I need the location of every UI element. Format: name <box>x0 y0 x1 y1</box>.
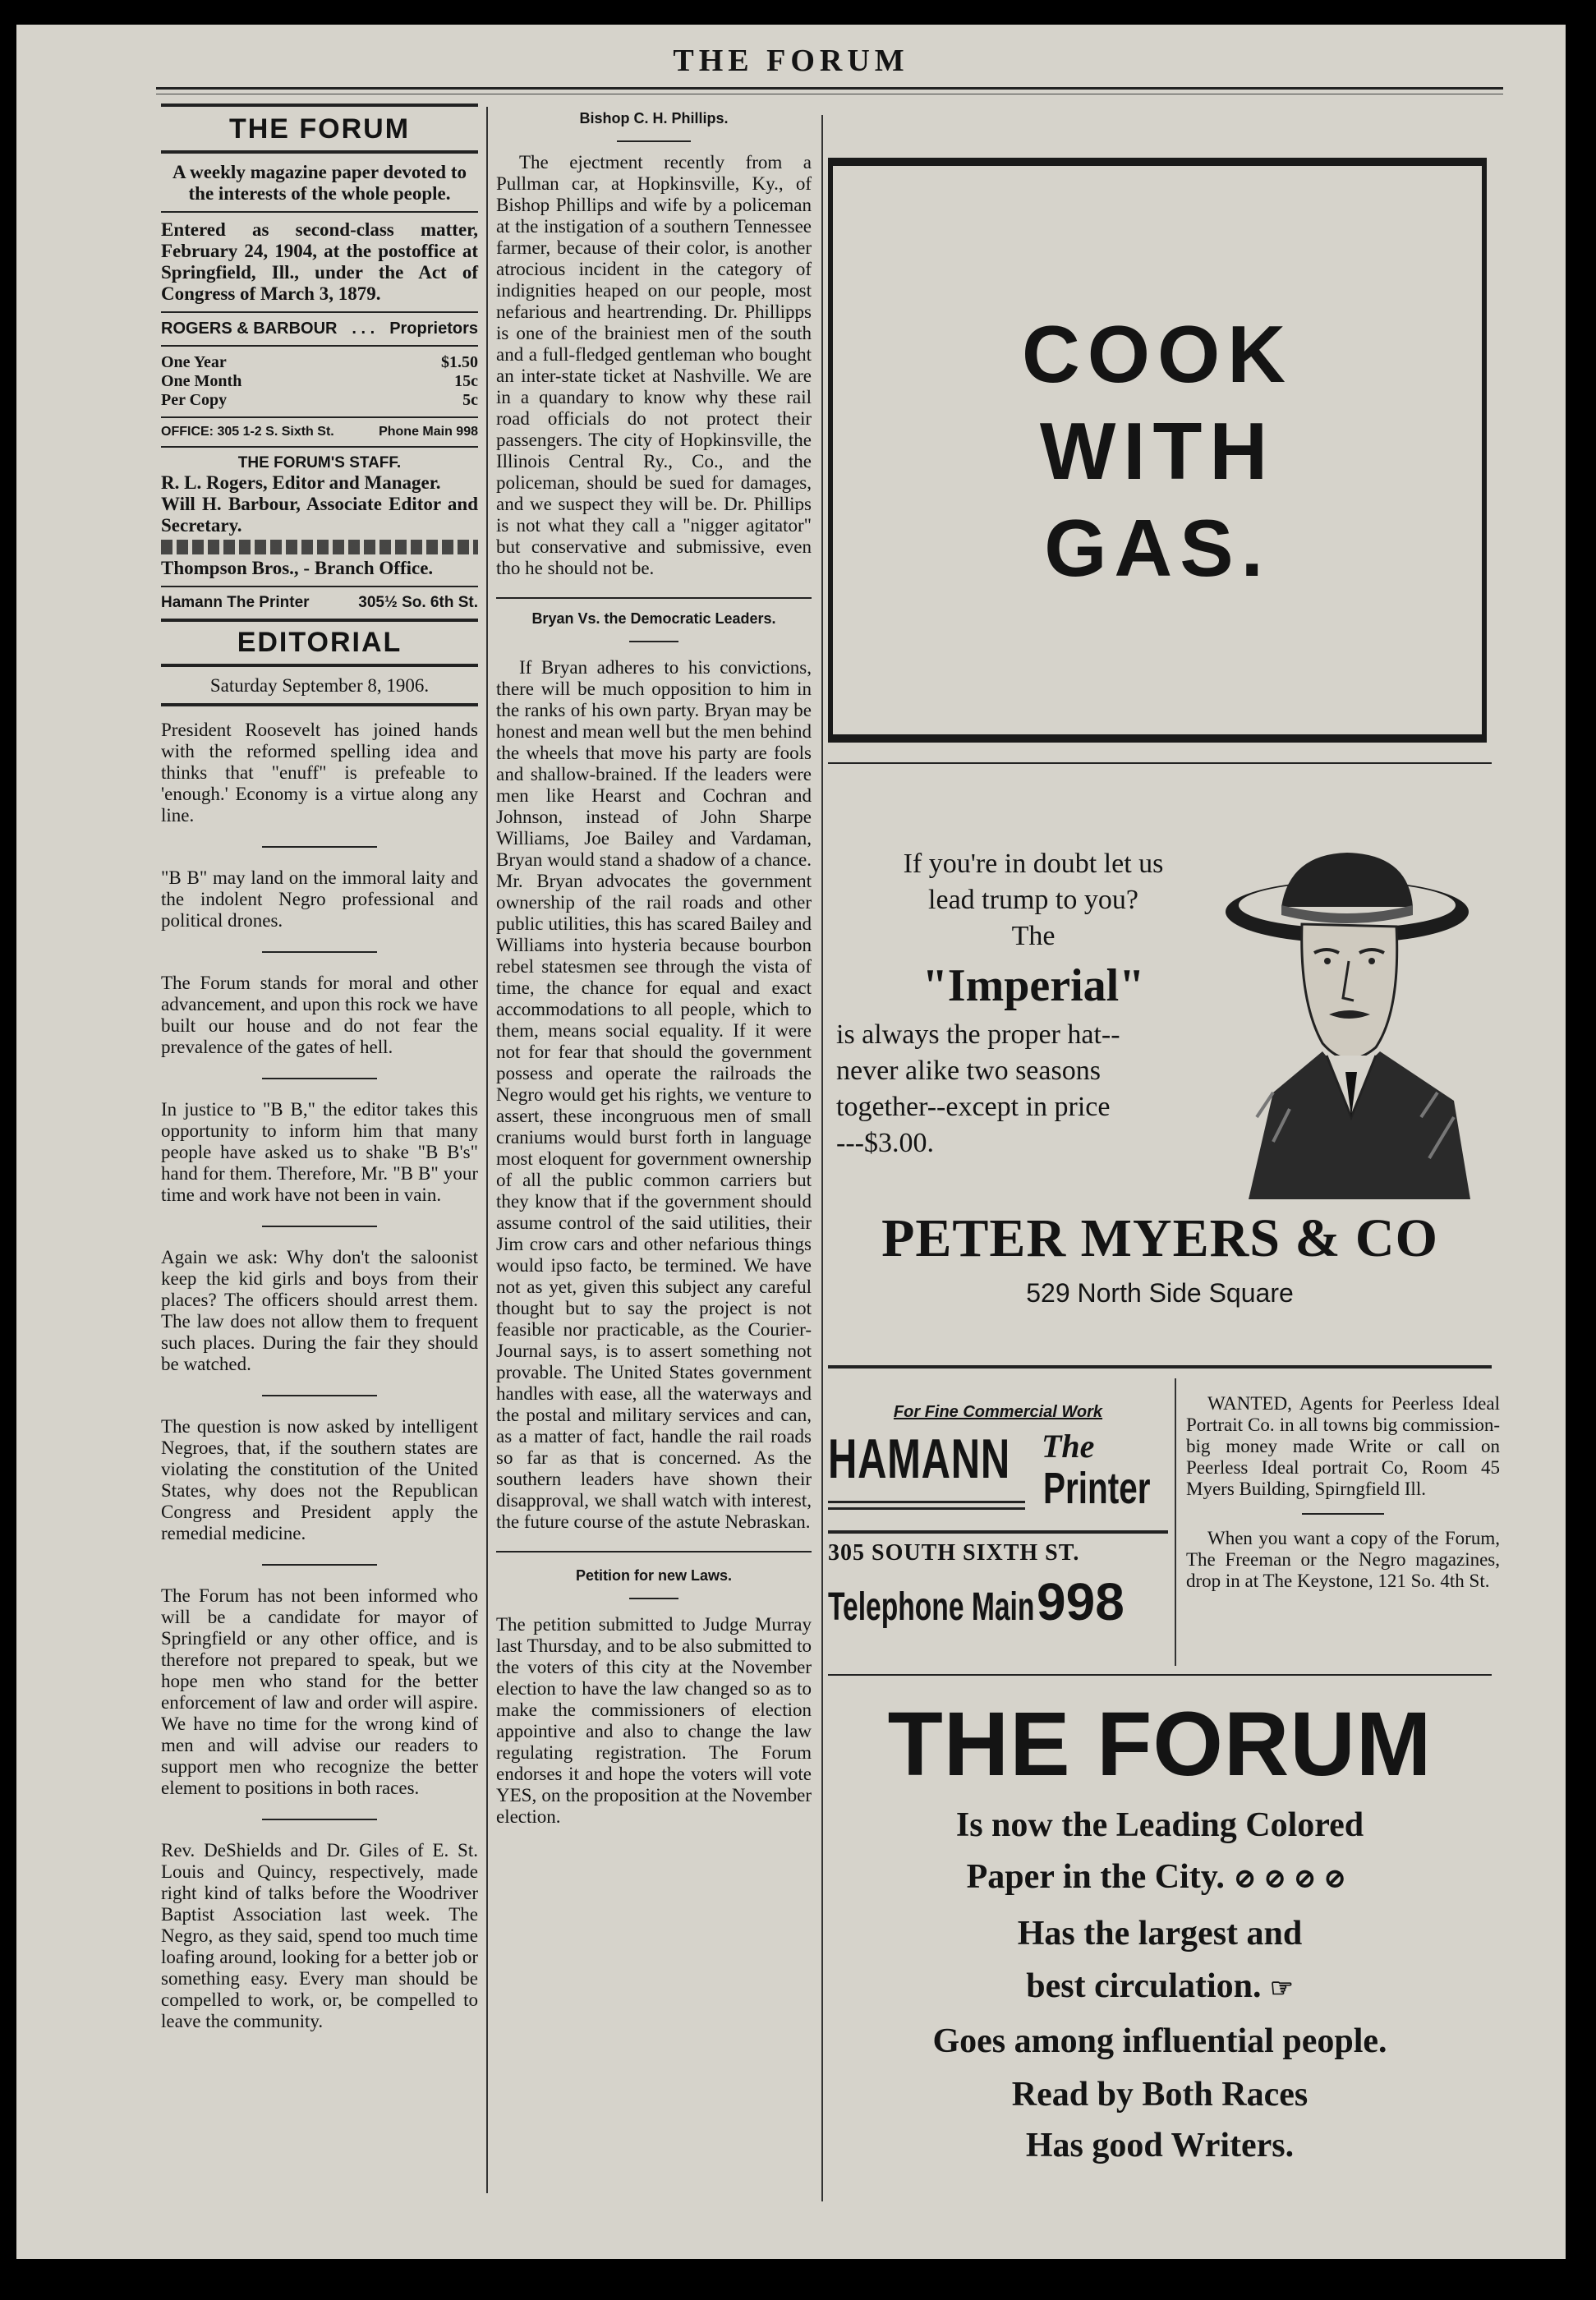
ad-brand: "Imperial" <box>922 960 1145 1011</box>
forum-ad-line: Is now the Leading Colored <box>955 1806 1364 1844</box>
proprietors-name: ROGERS & BARBOUR <box>161 320 338 338</box>
printer-line <box>161 594 478 612</box>
ad-text: is always the proper hat-- <box>836 1019 1120 1050</box>
header-rule <box>156 87 1503 90</box>
printer-phone-number: 998 <box>1037 1572 1125 1631</box>
masthead <box>161 104 478 706</box>
ad-text: The <box>1011 921 1056 951</box>
article-heading: Bishop C. H. Phillips. <box>579 110 729 126</box>
copy-notice: When you want a copy of the Forum, The Freeman or the Negro magazines, drop in at The Keystone, 121 So. 4th St. <box>1186 1528 1500 1591</box>
proprietors-dots: . . . <box>352 320 375 338</box>
store-name: PETER MYERS & CO <box>881 1208 1438 1268</box>
newspaper-page <box>16 25 1566 2259</box>
ad-text: together--except in price <box>836 1092 1111 1122</box>
editorial-date: Saturday September 8, 1906. <box>209 675 430 696</box>
ad-rule <box>828 1674 1492 1676</box>
printer-name: Hamann The Printer <box>161 594 310 611</box>
staff-heading: THE FORUM'S STAFF. <box>237 454 402 472</box>
separator <box>262 1819 377 1820</box>
printer-tagline: For Fine Commercial Work <box>893 1403 1103 1421</box>
article-heading: Petition for new Laws. <box>575 1567 733 1584</box>
notices <box>1186 1393 1500 1592</box>
article-body: If Bryan adheres to his convictions, there will be much opposition to him in the ranks of his own party. Bryan may be honest and mean well but the men behind the wheels that move his party are fools and shallow-brained. If the leaders were men like Hearst and Cochran and Johnson, instead of John Sharpe Williams, Joe Bailey and Vardaman, Bryan would stand a shadow of a chance. Mr. Bryan advocates the government ownership of the rail roads and other public utilities, this has scared Bailey and Williams into hysteria because bourbon rebel statesmen see through the vista of time, the chance for equal and exact accommodations to all people, which to them, means social equality. If it were not for fear that should the government possess and operate the railroads the Negro would get his rights, we venture to assert, these incongruous men of small craniums would burst forth in language most eloquent for government ownership of all the public common carriers but they know that if the government should assume control of the said utilities, their Jim crow cars and other nefarious things would ipso facto, be termined. We have not as yet, given this subject any careful thought but to say the project is not feasible nor practicable, as the Courier-Journal says, is to assert something not provable. The United States government handles with ease, all the waterways and the postal and military services and can, as a matter of fact, handle the rail roads so far as that is concerned. As the southern leaders have shown their disapproval, we shall watch with interest, the future course of the astute Nebraskan. <box>496 657 812 1532</box>
editorial-paragraph: "B B" may land on the immoral laity and the indolent Negro professional and political drones. <box>161 867 478 931</box>
forum-ad-line: Paper in the City. ⊘⊘⊘⊘ <box>966 1858 1354 1896</box>
printer-address: 305½ So. 6th St. <box>358 594 478 611</box>
man-with-hat-illustration <box>1224 846 1495 1208</box>
editorial-paragraph: In justice to "B B," the editor takes this opportunity to inform him that many people have asked us to shake "B B's" hand for them. Therefore, Mr. "B B" your time and work have not been in vain. <box>161 1099 478 1205</box>
editorial-paragraph: Again we ask: Why don't the saloonist keep the kid girls and boys from their places? The officers should arrest them. The law does not allow them to frequent such places. During the fair they should be watched. <box>161 1247 478 1374</box>
left-column <box>161 104 478 2032</box>
editorial-paragraph: The Forum has not been informed who will be a candidate for mayor of Springfield or any other office, and is therefore not prepared to speak, but we hope men who stand for the better enforcement of law and order will aspire. We have no time for the wrong kind of men and will advise our readers to support men who recognize the better element to positions in both races. <box>161 1585 478 1798</box>
separator <box>1302 1513 1384 1515</box>
rate-label: Per Copy <box>161 391 228 409</box>
separator <box>262 1078 377 1079</box>
article-body: The ejectment recently from a Pullman car, at Hopkinsville, Ky., of Bishop Phillips and wife by a policeman at the instigation of a southern Tennessee farmer, because of their color, is another atrocious incident in the category of indignities heaped on our people, most nefarious and heartrending. Dr. Phillipps is one of the brainiest men of the south and a full-fledged gentleman who bought an inter-state ticket at Nashville. We are in a quandary to know why these rail road officials do not protect their passengers. The city of Hopkinsville, the Illinois Central Ry., Co., and the policeman, should be sued for damages, and we suspect they will be. Dr. Phillips is not what they call a "nigger agitator" but conservative and submissive, even tho he should not be. <box>496 152 812 578</box>
hamann-printer-ad <box>828 1403 1168 1632</box>
staff-line: Thompson Bros., - Branch Office. <box>161 558 434 578</box>
rate-row <box>161 353 478 372</box>
editorial-paragraph: Rev. DeShields and Dr. Giles of E. St. Louis and Quincy, respectively, made right kind of talks before the Woodriver Baptist Association last week. The Negro, as they said, spend too much time loafing around, looking for a better job or something easy. Every man should be compelled to work, or, be compelled to leave the community. <box>161 1840 478 2031</box>
printer-address: 305 SOUTH SIXTH ST. <box>828 1540 1080 1566</box>
middle-column <box>496 107 812 1828</box>
ornament-icon: ⊘⊘⊘⊘ <box>1233 1864 1354 1894</box>
rate-row <box>161 391 478 410</box>
wanted-notice: WANTED, Agents for Peerless Ideal Portrait Co. in all towns big commission-big money made Write or call on Peerless Ideal portrait Co, Room 45 Myers Building, Spirngfield Ill. <box>1186 1393 1500 1499</box>
staff-line: R. L. Rogers, Editor and Manager. <box>161 472 441 493</box>
separator <box>617 140 691 142</box>
separator <box>262 951 377 953</box>
running-title: THE FORUM <box>673 44 909 78</box>
ad-rule <box>828 1365 1492 1368</box>
column-rule-1 <box>486 107 488 2193</box>
masthead-tagline: A weekly magazine paper devoted to the interests of the whole people. <box>172 162 467 204</box>
printer-the: The <box>1042 1428 1095 1465</box>
column-rule-2 <box>821 115 823 2201</box>
forum-ad-line: Read by Both Races <box>1011 2076 1309 2114</box>
staff-line: Will H. Barbour, Associate Editor and Secretary. <box>161 494 478 536</box>
ad-line: COOK <box>1022 309 1293 399</box>
ad-line: GAS. <box>1044 503 1271 593</box>
forum-ad <box>828 1692 1492 2171</box>
rate-price: 5c <box>462 391 478 409</box>
editorial-paragraph: The Forum stands for moral and other advancement, and upon this rock we have built our house and do not fear the prevalence of the gates of hell. <box>161 973 478 1057</box>
ad-line: WITH <box>1039 406 1276 496</box>
rate-row <box>161 372 478 391</box>
forum-ad-line: best circulation. ☞ <box>1026 1967 1294 2005</box>
cook-with-gas-ad <box>828 158 1487 743</box>
forum-ad-line: Goes among influential people. <box>932 2022 1387 2060</box>
office-phone: Phone Main 998 <box>379 425 478 439</box>
article-rule <box>496 1551 812 1552</box>
separator <box>262 1226 377 1227</box>
proprietors-line <box>161 320 478 338</box>
masthead-entry: Entered as second-class matter, February 24, 1904, at the postoffice at Springfield, Ill., under the Act of Congress of March 3, 1879. <box>161 219 478 304</box>
rate-price: $1.50 <box>441 353 478 371</box>
store-address: 529 North Side Square <box>1026 1278 1294 1308</box>
printer-phone-label: Telephone Main <box>828 1585 1035 1629</box>
forum-ad-title: THE FORUM <box>887 1694 1433 1795</box>
separator <box>629 1598 678 1599</box>
printer-name: HAMANN <box>828 1428 1010 1490</box>
separator <box>262 1395 377 1396</box>
ad-price: ---$3.00. <box>836 1128 934 1158</box>
forum-ad-line: Has the largest and <box>1017 1915 1303 1953</box>
office-line <box>161 425 478 439</box>
editorial-paragraph: The question is now asked by intelligent Negroes, that, if the southern states are violating the constitution of the United States, why does not the Republican Congress and President apply the remedial medicine. <box>161 1416 478 1543</box>
separator <box>262 846 377 848</box>
forum-ad-line: Has good Writers. <box>1025 2127 1295 2164</box>
printer-word: Printer <box>1043 1464 1151 1513</box>
ad-text: never alike two seasons <box>836 1056 1101 1086</box>
proprietors-label: Proprietors <box>389 320 478 338</box>
article-heading: Bryan Vs. the Democratic Leaders. <box>531 610 776 627</box>
ad-text: If you're in doubt let us <box>903 849 1164 879</box>
notice-rule <box>1175 1378 1176 1666</box>
article-rule <box>496 597 812 599</box>
illegible-line <box>161 540 478 554</box>
ad-text: lead trump to you? <box>928 885 1138 915</box>
article-body: The petition submitted to Judge Murray last Thursday, and to be also submitted to the voters of this city at the November election to have the law changed so as to make the commissioners of election appointive and also to change the law regulating registration. The Forum endorses it and hope the voters will vote YES, on the proposition at the November election. <box>496 1614 812 1827</box>
separator <box>629 641 678 642</box>
pointing-hand-icon: ☞ <box>1270 1973 1294 2003</box>
rate-label: One Year <box>161 353 227 371</box>
rate-label: One Month <box>161 372 242 390</box>
rate-price: 15c <box>454 372 478 390</box>
editorial-heading: EDITORIAL <box>237 627 402 658</box>
separator <box>262 1564 377 1566</box>
editorial-paragraph: President Roosevelt has joined hands with the reformed spelling idea and thinks that "enuff" is prefeable to 'enough.' Economy is a virtue along any line. <box>161 720 478 826</box>
office-address: OFFICE: 305 1-2 S. Sixth St. <box>161 425 334 439</box>
masthead-title: THE FORUM <box>228 113 411 145</box>
imperial-hat-ad <box>828 846 1239 1162</box>
ad-rule <box>828 762 1492 764</box>
